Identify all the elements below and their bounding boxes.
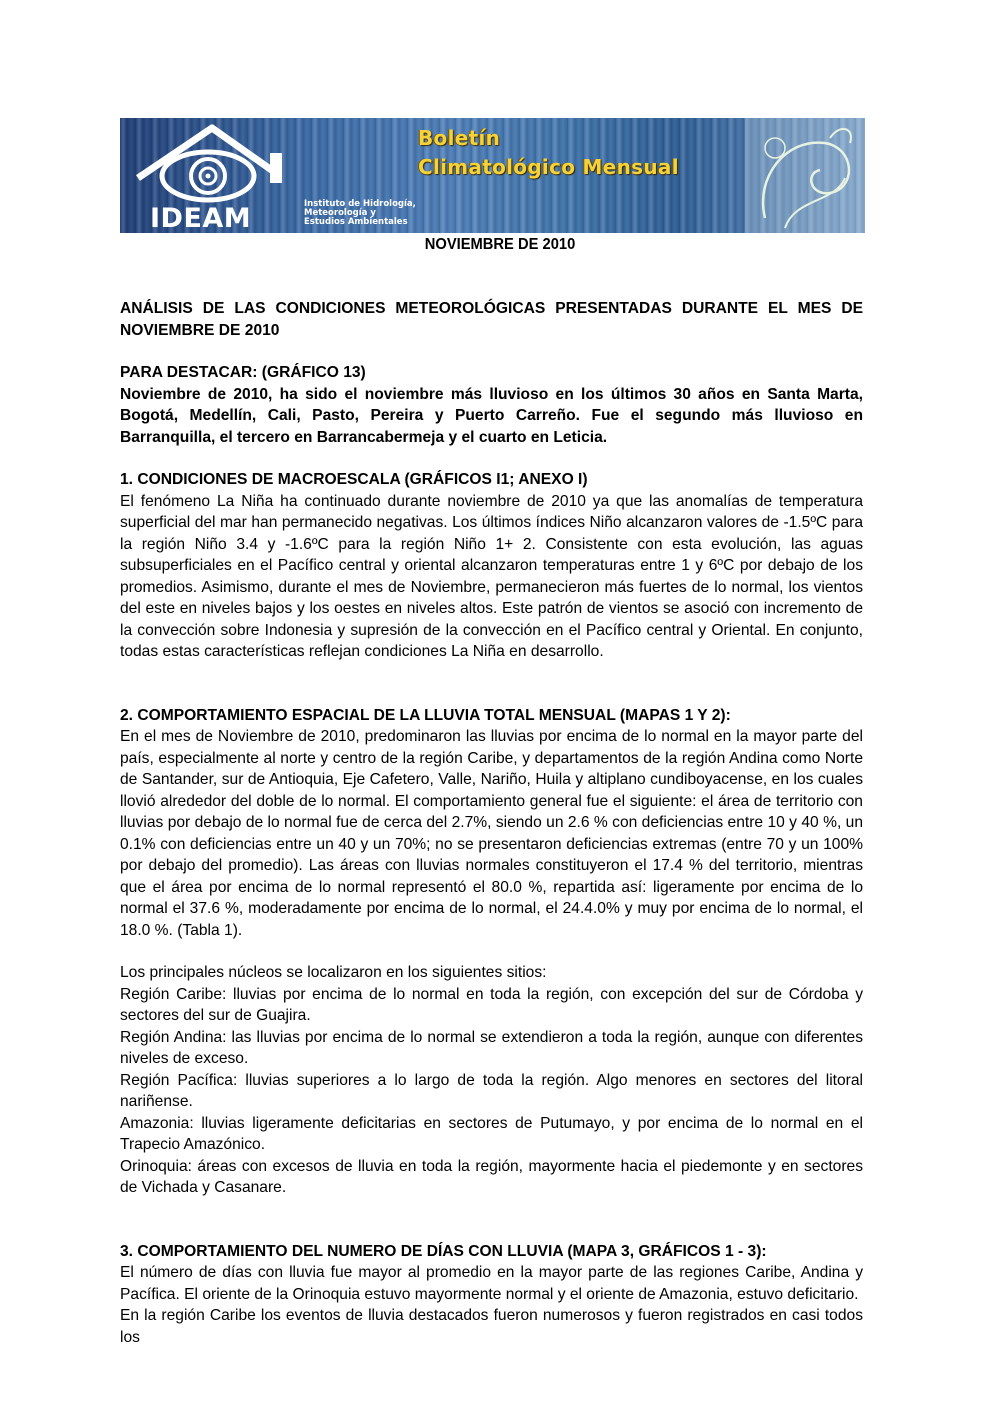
header-banner <box>120 118 865 233</box>
section3-text2: En la región Caribe los eventos de lluvia destacados fueron numerosos y fueron registrados en casi todos los <box>120 1307 863 1346</box>
section3-text: El número de días con lluvia fue mayor al promedio en la mayor parte de las regiones Caribe, Andina y Pacífica. El oriente de la Orinoquia estuvo mayormente normal y el oriente de Amazonia, estuvo deficitario. <box>120 1264 863 1303</box>
org-name-line1: Instituto de Hidrología, <box>304 199 416 209</box>
document-body <box>120 298 863 1348</box>
region-caribe: Región Caribe: lluvias por encima de lo normal en toda la región, con excepción del sur de Córdoba y sectores del sur de Guajira. <box>120 985 863 1024</box>
region-orinoquia: Orinoquia: áreas con excesos de lluvia en toda la región, mayormente hacia el piedemonte y en sectores de Vichada y Casanare. <box>120 1157 863 1196</box>
section2-heading: 2. COMPORTAMIENTO ESPACIAL DE LA LLUVIA TOTAL MENSUAL (MAPAS 1 Y 2): <box>120 706 731 724</box>
bulletin-title-line1: Boletín <box>418 126 501 150</box>
decorative-swirl-icon <box>745 118 865 233</box>
org-name-line2: Meteorología y <box>304 208 376 218</box>
bulletin-title-line2: Climatológico Mensual <box>418 155 679 179</box>
highlight-text: Noviembre de 2010, ha sido el noviembre más lluvioso en los últimos 30 años en Santa Marta, Bogotá, Medellín, Cali, Pasto, Pereira y Puerto Carreño. Fue el segundo más lluvioso en Barranquilla, el tercero en Barrancabermeja y el cuarto en Leticia. <box>120 385 863 446</box>
highlight-heading: PARA DESTACAR: (GRÁFICO 13) <box>120 364 366 381</box>
document-title: NOVIEMBRE DE 2010 <box>424 236 576 253</box>
section2-text: En el mes de Noviembre de 2010, predominaron las lluvias por encima de lo normal en la mayor parte del país, especialmente al norte y centro de la región Caribe, y departamentos de la región Andina como Norte de Santander, sur de Antioquia, Eje Cafetero, Valle, Nariño, Huila y altiplano cundiboyacense, en los cuales llovió alrededor del doble de lo normal. El comportamiento general fue el siguiente: el área de territorio con lluvias por debajo de lo normal fue de cerca del 2.7%, siendo un 2.6 % con deficiencias entre 10 y 40 %, un 0.1% con deficiencias entre un 40 y un 70%; no se presentaron deficiencias extremas (entre 70 y un 100% por debajo del promedio). Las áreas con lluvias normales constituyeron el 17.4 % del territorio, mientras que el área por encima de lo normal representó el 80.0 %, repartida así: ligeramente por encima de lo normal el 37.6 %, moderadamente por encima de lo normal, el 24.4.0% y muy por encima de lo normal, el 18.0 %. (Tabla 1). <box>120 728 863 939</box>
section1-heading: 1. CONDICIONES DE MACROESCALA (GRÁFICOS I1; ANEXO I) <box>120 471 588 488</box>
nuclei-intro: Los principales núcleos se localizaron en los siguientes sitios: <box>120 964 547 981</box>
analysis-heading: ANÁLISIS DE LAS CONDICIONES METEOROLÓGICAS PRESENTADAS DURANTE EL MES DE NOVIEMBRE DE 2010 <box>120 300 863 339</box>
region-andina: Región Andina: las lluvias por encima de lo normal se extendieron a toda la región, aunque con diferentes niveles de exceso. <box>120 1028 863 1067</box>
org-full-name <box>304 200 464 227</box>
bulletin-title <box>418 124 679 182</box>
org-abbreviation: IDEAM <box>150 203 252 233</box>
region-amazonia: Amazonia: lluvias ligeramente deficitarias en sectores de Putumayo, y por encima de lo normal en el Trapecio Amazónico. <box>120 1114 863 1153</box>
region-pacifica: Región Pacífica: lluvias superiores a lo largo de toda la región. Algo menores en sectores del litoral nariñense. <box>120 1071 863 1110</box>
section1-text: El fenómeno La Niña ha continuado durante noviembre de 2010 ya que las anomalías de temperatura superficial del mar han permanecido negativas. Los últimos índices Niño alcanzaron valores de -1.5ºC para la región Niño 3.4 y -1.6ºC para la región Niño 1+ 2. Consistente con esta evolución, las aguas subsuperficiales en el Pacífico central y oriental alcanzaron temperaturas entre 1 y 6ºC por debajo de los promedios. Asimismo, durante el mes de Noviembre, permanecieron más fuertes de lo normal, los vientos del este en niveles bajos y los oestes en niveles altos. Este patrón de vientos se asoció con incremento de la convección sobre Indonesia y supresión de la convección en el Pacífico central y Oriental. En conjunto, todas estas características reflejan condiciones La Niña en desarrollo. <box>120 492 863 660</box>
section3-heading: 3. COMPORTAMIENTO DEL NUMERO DE DÍAS CON LLUVIA (MAPA 3, GRÁFICOS 1 - 3): <box>120 1242 767 1260</box>
org-name-line3: Estudios Ambientales <box>304 217 408 227</box>
